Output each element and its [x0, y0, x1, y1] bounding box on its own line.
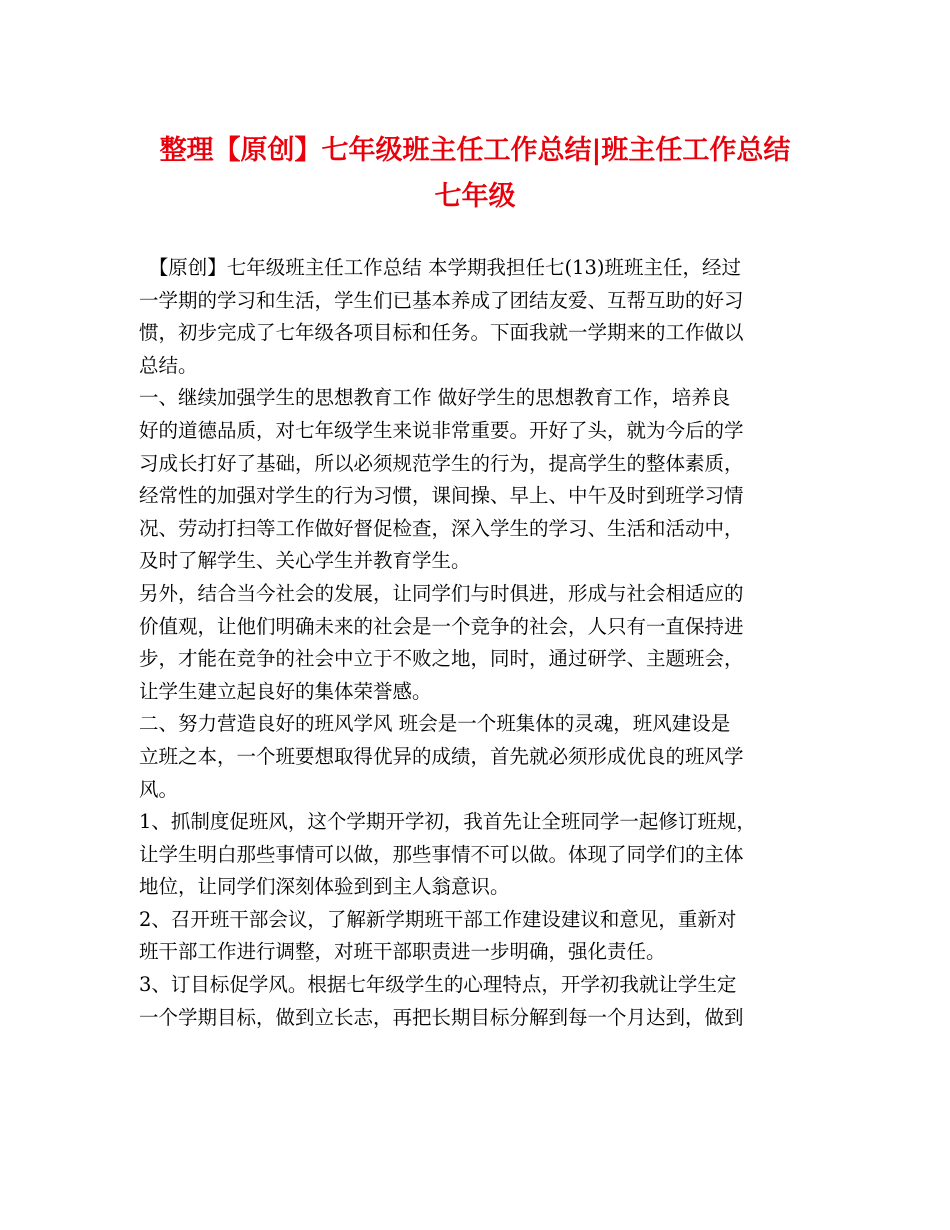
body-line: 步，才能在竞争的社会中立于不败之地，同时，通过研学、主题班会， — [139, 647, 744, 671]
body-line: 况、劳动打扫等工作做好督促检查，深入学生的学习、生活和活动中， — [139, 516, 744, 540]
body-line: 2、召开班干部会议，了解新学期班干部工作建设建议和意见，重新对 — [139, 907, 737, 931]
body-line: 地位，让同学们深刻体验到到主人翁意识。 — [139, 875, 510, 899]
body-line: 好的道德品质，对七年级学生来说非常重要。开好了头，就为今后的学 — [139, 418, 744, 442]
body-line: 另外，结合当今社会的发展，让同学们与时俱进，形成与社会相适应的 — [139, 581, 744, 605]
body-line: 立班之本，一个班要想取得优异的成绩，首先就必须形成优良的班风学 — [139, 744, 744, 768]
body-line: 【原创】七年级班主任工作总结 本学期我担任七(13)班班主任，经过 — [139, 256, 741, 279]
body-line: 1、抓制度促班风，这个学期开学初，我首先让全班同学一起修订班规， — [139, 810, 756, 834]
title-line-2: 七年级 — [434, 181, 516, 212]
body-line: 总结。 — [139, 353, 198, 377]
title-line-1: 整理【原创】七年级班主任工作总结|班主任工作总结 — [159, 135, 791, 166]
body-line: 一个学期目标，做到立长志，再把长期目标分解到每一个月达到，做到 — [139, 1005, 744, 1029]
body-line: 一学期的学习和生活，学生们已基本养成了团结友爱、互帮互助的好习 — [139, 288, 744, 312]
body-line: 一、继续加强学生的思想教育工作 做好学生的思想教育工作，培养良 — [139, 386, 731, 410]
document-title — [130, 128, 820, 220]
body-line: 及时了解学生、关心学生并教育学生。 — [139, 549, 471, 573]
body-line: 二、努力营造良好的班风学风 班会是一个班集体的灵魂，班风建设是 — [139, 712, 731, 736]
body-line: 让学生建立起良好的集体荣誉感。 — [139, 679, 432, 703]
document-body — [139, 252, 829, 1034]
body-line: 习成长打好了基础，所以必须规范学生的行为，提高学生的整体素质， — [139, 451, 744, 475]
body-line: 惯，初步完成了七年级各项目标和任务。下面我就一学期来的工作做以 — [139, 321, 744, 345]
body-line: 经常性的加强对学生的行为习惯，课间操、早上、中午及时到班学习情 — [139, 484, 744, 508]
body-line: 让学生明白那些事情可以做，那些事情不可以做。体现了同学们的主体 — [139, 842, 744, 866]
body-line: 3、订目标促学风。根据七年级学生的心理特点，开学初我就让学生定 — [139, 973, 737, 997]
body-line: 价值观，让他们明确未来的社会是一个竞争的社会，人只有一直保持进 — [139, 614, 744, 638]
body-line: 风。 — [139, 777, 179, 801]
body-line: 班干部工作进行调整，对班干部职责进一步明确，强化责任。 — [139, 940, 666, 964]
